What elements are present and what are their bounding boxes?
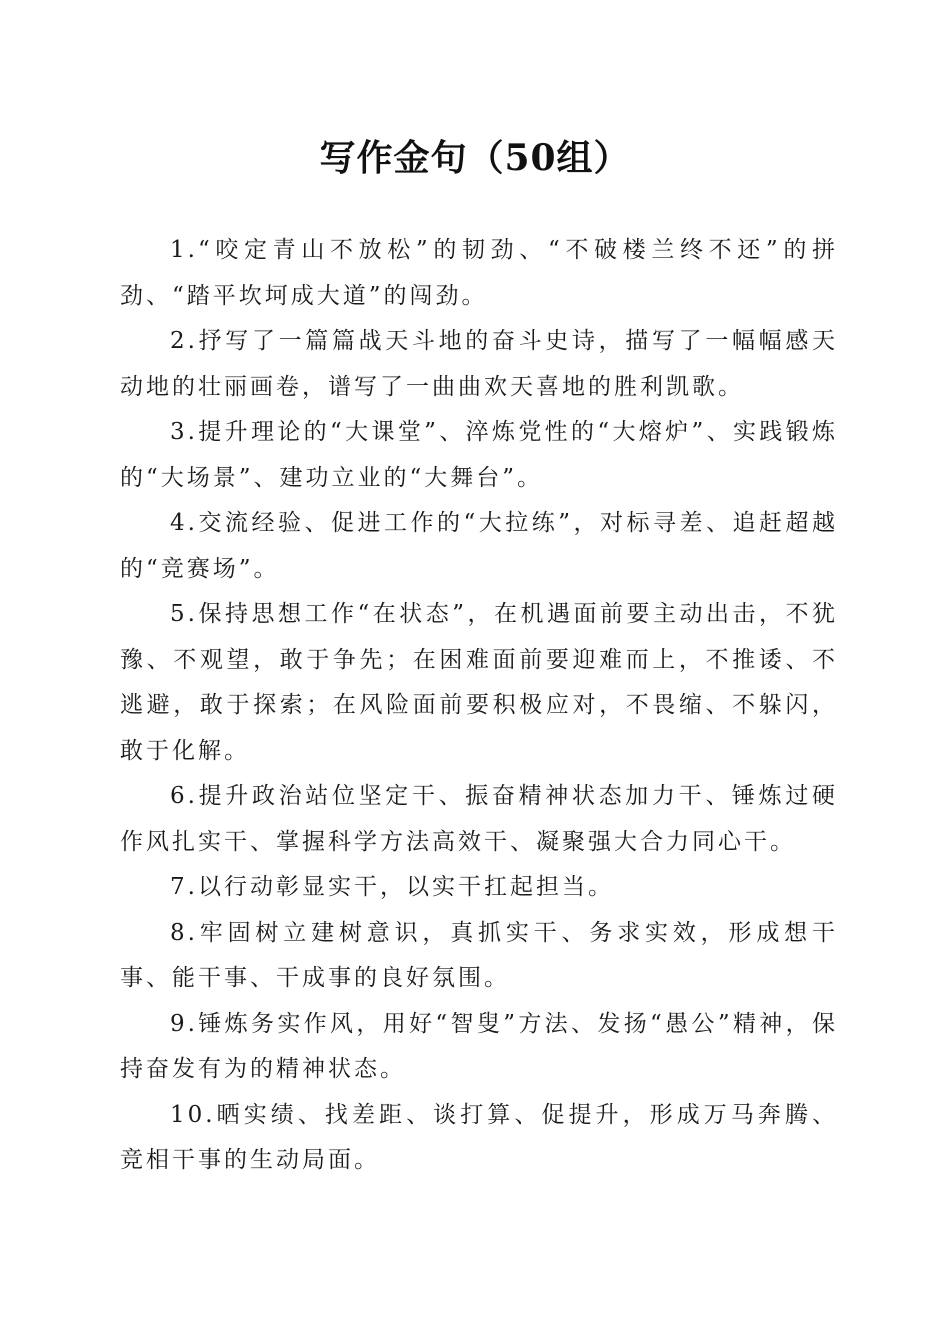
paragraph-6: 6.提升政治站位坚定干、振奋精神状态加力干、锤炼过硬作风扎实干、掌握科学方法高效干、凝聚强大合力同心干。 <box>120 783 838 855</box>
paragraph-9: 9.锤炼务实作风，用好“智叟”方法、发扬“愚公”精神，保持奋发有为的精神状态。 <box>120 1010 838 1082</box>
document-body <box>120 228 838 1184</box>
paragraph-10: 10.晒实绩、找差距、谈打算、促提升，形成万马奔腾、竞相干事的生动局面。 <box>120 1101 838 1173</box>
document-title: 写作金句（50组） <box>319 137 631 179</box>
paragraph-7: 7.以行动彰显实干，以实干扛起担当。 <box>170 874 614 900</box>
paragraph-3: 3.提升理论的“大课堂”、淬炼党性的“大熔炉”、实践锻炼的“大场景”、建功立业的“大舞台”。 <box>120 419 838 491</box>
paragraph-4: 4.交流经验、促进工作的“大拉练”，对标寻差、追赶超越的“竞赛场”。 <box>120 510 838 582</box>
paragraph-2: 2.抒写了一篇篇战天斗地的奋斗史诗，描写了一幅幅感天动地的壮丽画卷，谱写了一曲曲欢天喜地的胜利凯歌。 <box>120 328 838 400</box>
paragraph-5: 5.保持思想工作“在状态”，在机遇面前要主动出击，不犹豫、不观望，敢于争先；在困难面前要迎难而上，不推诿、不逃避，敢于探索；在风险面前要积极应对，不畏缩、不躲闪，敢于化解。 <box>120 601 838 764</box>
paragraph-1: 1.“咬定青山不放松”的韧劲、“不破楼兰终不还”的拼劲、“踏平坎坷成大道”的闯劲。 <box>120 237 838 309</box>
paragraph-8: 8.牢固树立建树意识，真抓实干、务求实效，形成想干事、能干事、干成事的良好氛围。 <box>120 919 838 991</box>
